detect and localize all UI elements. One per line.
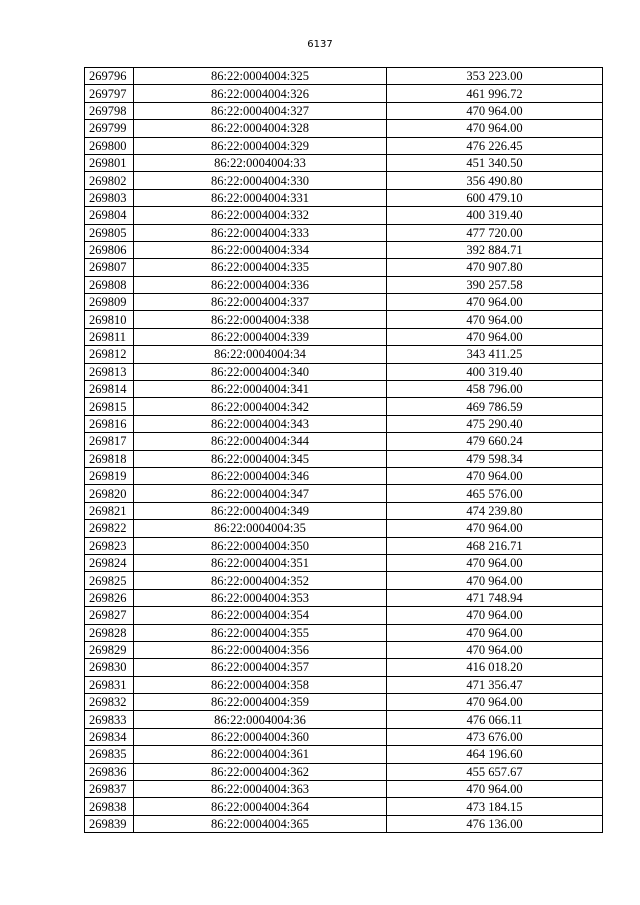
table-row bbox=[85, 381, 603, 398]
table-row bbox=[85, 363, 603, 380]
cadastral-number-cell: 86:22:0004004:362 bbox=[134, 763, 387, 780]
cadastral-number-cell: 86:22:0004004:351 bbox=[134, 554, 387, 571]
row-number-cell: 269831 bbox=[85, 676, 134, 693]
cadastral-value-cell: 470 964.00 bbox=[387, 467, 603, 484]
cadastral-number-cell: 86:22:0004004:341 bbox=[134, 381, 387, 398]
cadastral-value-table bbox=[84, 67, 603, 833]
table-row bbox=[85, 763, 603, 780]
cadastral-number-cell: 86:22:0004004:328 bbox=[134, 120, 387, 137]
cadastral-number-cell: 86:22:0004004:326 bbox=[134, 85, 387, 102]
cadastral-number-cell: 86:22:0004004:342 bbox=[134, 398, 387, 415]
cadastral-value-cell: 353 223.00 bbox=[387, 68, 603, 85]
cadastral-value-cell: 470 964.00 bbox=[387, 607, 603, 624]
cadastral-value-cell: 465 576.00 bbox=[387, 485, 603, 502]
table-row bbox=[85, 554, 603, 571]
table-row bbox=[85, 172, 603, 189]
cadastral-value-cell: 473 676.00 bbox=[387, 728, 603, 745]
row-number-cell: 269815 bbox=[85, 398, 134, 415]
cadastral-value-cell: 392 884.71 bbox=[387, 241, 603, 258]
cadastral-value-cell: 400 319.40 bbox=[387, 207, 603, 224]
table-row bbox=[85, 398, 603, 415]
row-number-cell: 269835 bbox=[85, 746, 134, 763]
cadastral-value-cell: 471 356.47 bbox=[387, 676, 603, 693]
cadastral-value-cell: 479 598.34 bbox=[387, 450, 603, 467]
cadastral-number-cell: 86:22:0004004:355 bbox=[134, 624, 387, 641]
cadastral-value-cell: 470 964.00 bbox=[387, 624, 603, 641]
row-number-cell: 269837 bbox=[85, 781, 134, 798]
row-number-cell: 269819 bbox=[85, 467, 134, 484]
row-number-cell: 269810 bbox=[85, 311, 134, 328]
cadastral-value-cell: 469 786.59 bbox=[387, 398, 603, 415]
cadastral-value-cell: 416 018.20 bbox=[387, 659, 603, 676]
table-row bbox=[85, 85, 603, 102]
cadastral-number-cell: 86:22:0004004:331 bbox=[134, 189, 387, 206]
cadastral-number-cell: 86:22:0004004:343 bbox=[134, 415, 387, 432]
cadastral-number-cell: 86:22:0004004:347 bbox=[134, 485, 387, 502]
row-number-cell: 269807 bbox=[85, 259, 134, 276]
row-number-cell: 269817 bbox=[85, 433, 134, 450]
cadastral-number-cell: 86:22:0004004:361 bbox=[134, 746, 387, 763]
cadastral-value-cell: 473 184.15 bbox=[387, 798, 603, 815]
cadastral-number-cell: 86:22:0004004:357 bbox=[134, 659, 387, 676]
table-row bbox=[85, 641, 603, 658]
cadastral-value-cell: 470 907.80 bbox=[387, 259, 603, 276]
cadastral-number-cell: 86:22:0004004:329 bbox=[134, 137, 387, 154]
table-row bbox=[85, 328, 603, 345]
cadastral-value-cell: 600 479.10 bbox=[387, 189, 603, 206]
row-number-cell: 269812 bbox=[85, 346, 134, 363]
cadastral-number-cell: 86:22:0004004:332 bbox=[134, 207, 387, 224]
cadastral-number-cell: 86:22:0004004:339 bbox=[134, 328, 387, 345]
row-number-cell: 269800 bbox=[85, 137, 134, 154]
cadastral-number-cell: 86:22:0004004:338 bbox=[134, 311, 387, 328]
table-row bbox=[85, 224, 603, 241]
row-number-cell: 269822 bbox=[85, 520, 134, 537]
table-row bbox=[85, 485, 603, 502]
cadastral-number-cell: 86:22:0004004:365 bbox=[134, 815, 387, 832]
table-row bbox=[85, 676, 603, 693]
table-row bbox=[85, 520, 603, 537]
row-number-cell: 269836 bbox=[85, 763, 134, 780]
row-number-cell: 269839 bbox=[85, 815, 134, 832]
cadastral-value-cell: 451 340.50 bbox=[387, 154, 603, 171]
table-row bbox=[85, 502, 603, 519]
table-row bbox=[85, 467, 603, 484]
row-number-cell: 269813 bbox=[85, 363, 134, 380]
row-number-cell: 269809 bbox=[85, 294, 134, 311]
row-number-cell: 269801 bbox=[85, 154, 134, 171]
table-row bbox=[85, 589, 603, 606]
cadastral-number-cell: 86:22:0004004:364 bbox=[134, 798, 387, 815]
table-row bbox=[85, 120, 603, 137]
table-row bbox=[85, 276, 603, 293]
table-row bbox=[85, 346, 603, 363]
table-row bbox=[85, 207, 603, 224]
cadastral-value-cell: 470 964.00 bbox=[387, 781, 603, 798]
table-row bbox=[85, 241, 603, 258]
row-number-cell: 269803 bbox=[85, 189, 134, 206]
cadastral-number-cell: 86:22:0004004:340 bbox=[134, 363, 387, 380]
row-number-cell: 269796 bbox=[85, 68, 134, 85]
cadastral-value-cell: 470 964.00 bbox=[387, 572, 603, 589]
cadastral-number-cell: 86:22:0004004:360 bbox=[134, 728, 387, 745]
cadastral-value-cell: 471 748.94 bbox=[387, 589, 603, 606]
cadastral-value-cell: 470 964.00 bbox=[387, 294, 603, 311]
table-row bbox=[85, 68, 603, 85]
cadastral-value-cell: 356 490.80 bbox=[387, 172, 603, 189]
cadastral-value-cell: 476 136.00 bbox=[387, 815, 603, 832]
row-number-cell: 269797 bbox=[85, 85, 134, 102]
row-number-cell: 269804 bbox=[85, 207, 134, 224]
table-row bbox=[85, 572, 603, 589]
row-number-cell: 269826 bbox=[85, 589, 134, 606]
row-number-cell: 269834 bbox=[85, 728, 134, 745]
cadastral-value-cell: 477 720.00 bbox=[387, 224, 603, 241]
cadastral-number-cell: 86:22:0004004:352 bbox=[134, 572, 387, 589]
page-number: 6137 bbox=[307, 39, 333, 50]
row-number-cell: 269838 bbox=[85, 798, 134, 815]
cadastral-number-cell: 86:22:0004004:344 bbox=[134, 433, 387, 450]
cadastral-number-cell: 86:22:0004004:349 bbox=[134, 502, 387, 519]
row-number-cell: 269806 bbox=[85, 241, 134, 258]
table-body bbox=[85, 68, 603, 833]
row-number-cell: 269824 bbox=[85, 554, 134, 571]
cadastral-value-cell: 476 226.45 bbox=[387, 137, 603, 154]
cadastral-value-cell: 475 290.40 bbox=[387, 415, 603, 432]
cadastral-number-cell: 86:22:0004004:346 bbox=[134, 467, 387, 484]
cadastral-value-cell: 476 066.11 bbox=[387, 711, 603, 728]
cadastral-value-cell: 455 657.67 bbox=[387, 763, 603, 780]
table-row bbox=[85, 450, 603, 467]
cadastral-value-cell: 470 964.00 bbox=[387, 120, 603, 137]
row-number-cell: 269832 bbox=[85, 694, 134, 711]
cadastral-number-cell: 86:22:0004004:363 bbox=[134, 781, 387, 798]
cadastral-value-cell: 400 319.40 bbox=[387, 363, 603, 380]
cadastral-number-cell: 86:22:0004004:334 bbox=[134, 241, 387, 258]
table-row bbox=[85, 189, 603, 206]
row-number-cell: 269825 bbox=[85, 572, 134, 589]
table-row bbox=[85, 659, 603, 676]
cadastral-value-cell: 458 796.00 bbox=[387, 381, 603, 398]
table-row bbox=[85, 415, 603, 432]
cadastral-number-cell: 86:22:0004004:345 bbox=[134, 450, 387, 467]
row-number-cell: 269821 bbox=[85, 502, 134, 519]
cadastral-number-cell: 86:22:0004004:325 bbox=[134, 68, 387, 85]
row-number-cell: 269816 bbox=[85, 415, 134, 432]
table-row bbox=[85, 781, 603, 798]
cadastral-number-cell: 86:22:0004004:353 bbox=[134, 589, 387, 606]
cadastral-number-cell: 86:22:0004004:34 bbox=[134, 346, 387, 363]
cadastral-value-cell: 390 257.58 bbox=[387, 276, 603, 293]
cadastral-number-cell: 86:22:0004004:36 bbox=[134, 711, 387, 728]
cadastral-number-cell: 86:22:0004004:35 bbox=[134, 520, 387, 537]
table-row bbox=[85, 815, 603, 832]
cadastral-value-cell: 464 196.60 bbox=[387, 746, 603, 763]
table-row bbox=[85, 294, 603, 311]
table-row bbox=[85, 694, 603, 711]
cadastral-number-cell: 86:22:0004004:354 bbox=[134, 607, 387, 624]
cadastral-value-cell: 474 239.80 bbox=[387, 502, 603, 519]
row-number-cell: 269827 bbox=[85, 607, 134, 624]
table-row bbox=[85, 537, 603, 554]
row-number-cell: 269811 bbox=[85, 328, 134, 345]
cadastral-value-cell: 468 216.71 bbox=[387, 537, 603, 554]
cadastral-number-cell: 86:22:0004004:333 bbox=[134, 224, 387, 241]
cadastral-number-cell: 86:22:0004004:356 bbox=[134, 641, 387, 658]
row-number-cell: 269818 bbox=[85, 450, 134, 467]
cadastral-value-cell: 470 964.00 bbox=[387, 554, 603, 571]
table-row bbox=[85, 154, 603, 171]
table-row bbox=[85, 798, 603, 815]
table-row bbox=[85, 311, 603, 328]
table-row bbox=[85, 433, 603, 450]
row-number-cell: 269828 bbox=[85, 624, 134, 641]
cadastral-value-cell: 479 660.24 bbox=[387, 433, 603, 450]
cadastral-value-cell: 470 964.00 bbox=[387, 641, 603, 658]
row-number-cell: 269808 bbox=[85, 276, 134, 293]
cadastral-value-cell: 470 964.00 bbox=[387, 694, 603, 711]
row-number-cell: 269830 bbox=[85, 659, 134, 676]
row-number-cell: 269802 bbox=[85, 172, 134, 189]
cadastral-number-cell: 86:22:0004004:335 bbox=[134, 259, 387, 276]
cadastral-number-cell: 86:22:0004004:358 bbox=[134, 676, 387, 693]
cadastral-value-cell: 470 964.00 bbox=[387, 328, 603, 345]
cadastral-value-cell: 470 964.00 bbox=[387, 102, 603, 119]
row-number-cell: 269833 bbox=[85, 711, 134, 728]
cadastral-number-cell: 86:22:0004004:336 bbox=[134, 276, 387, 293]
cadastral-number-cell: 86:22:0004004:327 bbox=[134, 102, 387, 119]
table-row bbox=[85, 728, 603, 745]
row-number-cell: 269799 bbox=[85, 120, 134, 137]
table-row bbox=[85, 102, 603, 119]
row-number-cell: 269820 bbox=[85, 485, 134, 502]
cadastral-number-cell: 86:22:0004004:350 bbox=[134, 537, 387, 554]
row-number-cell: 269805 bbox=[85, 224, 134, 241]
cadastral-value-cell: 470 964.00 bbox=[387, 311, 603, 328]
cadastral-number-cell: 86:22:0004004:330 bbox=[134, 172, 387, 189]
table-row bbox=[85, 711, 603, 728]
table-row bbox=[85, 607, 603, 624]
table-row bbox=[85, 624, 603, 641]
cadastral-value-cell: 461 996.72 bbox=[387, 85, 603, 102]
table-row bbox=[85, 137, 603, 154]
cadastral-number-cell: 86:22:0004004:33 bbox=[134, 154, 387, 171]
cadastral-value-cell: 343 411.25 bbox=[387, 346, 603, 363]
table-row bbox=[85, 259, 603, 276]
cadastral-number-cell: 86:22:0004004:359 bbox=[134, 694, 387, 711]
table-row bbox=[85, 746, 603, 763]
row-number-cell: 269814 bbox=[85, 381, 134, 398]
cadastral-value-cell: 470 964.00 bbox=[387, 520, 603, 537]
cadastral-number-cell: 86:22:0004004:337 bbox=[134, 294, 387, 311]
row-number-cell: 269823 bbox=[85, 537, 134, 554]
row-number-cell: 269798 bbox=[85, 102, 134, 119]
row-number-cell: 269829 bbox=[85, 641, 134, 658]
